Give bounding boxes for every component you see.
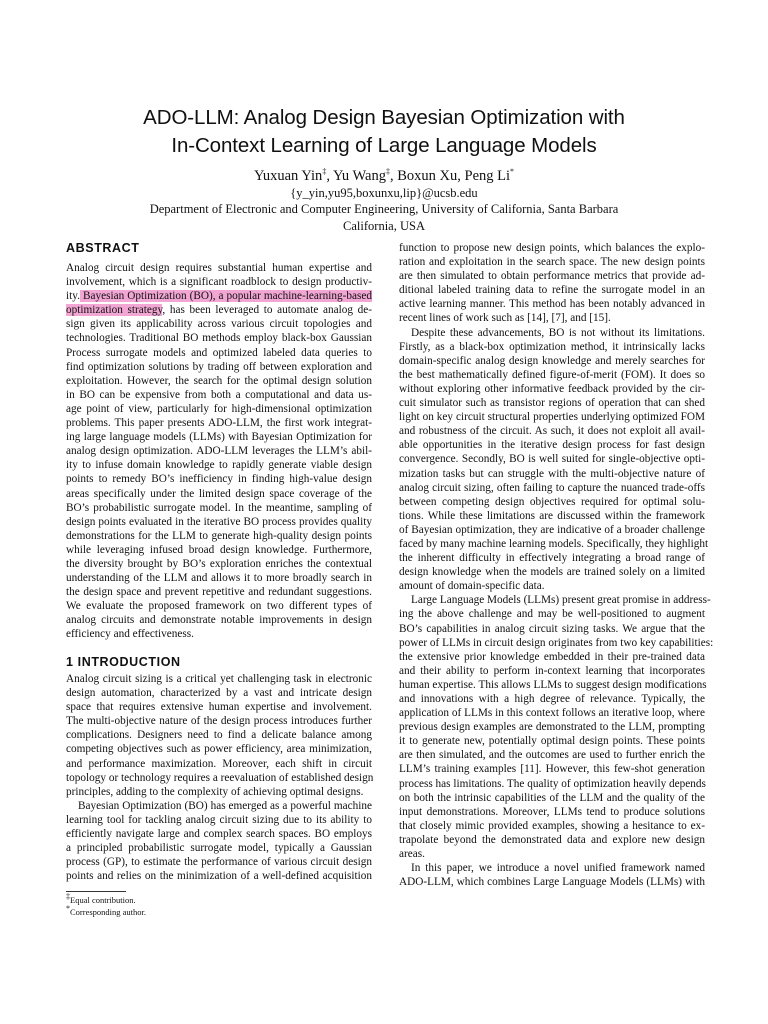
affiliation-line: California, USA	[343, 219, 425, 233]
text-line: areas specifically under the limited design space coverage of the	[66, 487, 372, 500]
text-line: light on key circuit structural properties underlying optimized FOM	[399, 411, 705, 424]
footnote-text: Corresponding author.	[70, 907, 147, 917]
highlighted-text: optimization strategy	[66, 304, 163, 317]
text-line: understanding of the LLM and allows it to more broadly search in	[66, 572, 372, 585]
text-line: design automation, characterized by a vast and intricate design	[66, 687, 372, 700]
footnote-text: Equal contribution.	[70, 895, 136, 905]
title-line-1: ADO-LLM: Analog Design Bayesian Optimization with	[143, 106, 625, 129]
text-line: between competing design objectives required for optimal solu-	[399, 495, 705, 508]
text-line: Analog circuit design requires substantial human expertise and	[66, 262, 372, 274]
text-line: Bayesian Optimization (BO) has emerged as a powerful machine	[78, 799, 372, 812]
text-line: function to propose new design points, which balances the explo-	[399, 242, 705, 254]
text-line: process (GP), to estimate the performance of various circuit design	[66, 856, 372, 869]
text-line: and robustness of the circuit. As such, it does not exploit all avail-	[399, 425, 705, 438]
text-line: input demonstrations. Moreover, LLMs tend to produce solutions	[399, 805, 705, 818]
author-mark: *	[510, 167, 515, 177]
text-line: demonstrations for the LLM to generate high-quality design points	[66, 529, 372, 542]
text-line: topology or technology requires a reevaluation of established design	[66, 771, 374, 784]
text-line: LLM’s training examples [11]. However, this few-shot generation	[399, 763, 705, 776]
text-line: points to remedy BO’s inefficiency in finding high-value design	[66, 473, 372, 486]
text-line: find optimization solutions by trading off between exploration and	[66, 360, 372, 373]
footnote-mark: *	[66, 904, 70, 914]
text-line: and performance maximization. Moreover, each shift in circuit	[66, 757, 372, 770]
text-line: The multi-objective nature of the design process introduces further	[66, 715, 372, 728]
abstract-body	[66, 261, 372, 642]
text-line: human expertise. This allows LLMs to suggest design modifications	[399, 678, 707, 691]
text-line: technologies. Traditional BO methods employ black-box Gaussian	[66, 332, 372, 345]
text-line: analog design optimization. ADO-LLM leverages the LLM’s abil-	[66, 445, 372, 458]
text-line: that closely mimic provided examples, showing a hesitance to ex-	[399, 819, 705, 832]
text-line: design knowledge when the models are trained solely on a limited	[399, 566, 705, 579]
text-line: design points evaluated in the iterative BO process provides quality	[66, 515, 372, 528]
text-line: age point of view, particularly for high-dimensional optimization	[66, 402, 372, 415]
text-line: In this paper, we introduce a novel unified framework named	[411, 862, 705, 875]
footnote-rule	[66, 891, 126, 892]
text-line: previous design examples are demonstrated to the LLM, prompting	[399, 721, 705, 734]
text-line: ditional labeled training data to refine the surrogate model in an	[399, 284, 705, 297]
text-line: exploitation. However, the search for the optimal design solution	[66, 374, 372, 387]
text-line: the best mathematically defined figure-of-merit (FOM). It does so	[399, 368, 705, 381]
introduction-body	[66, 672, 372, 883]
text-line: of Bayesian optimization, they are indicative of a broader challenge	[399, 523, 705, 536]
affiliation-line: Department of Electronic and Computer Engineering, University of California, Santa Barbara	[149, 202, 619, 216]
text-line: efficiency and effectiveness.	[66, 628, 194, 641]
text-line: the extensive prior knowledge embedded in their pre-trained data	[399, 650, 705, 663]
text-line: principles, adding to the complexity of achieving optimal designs.	[66, 785, 364, 798]
author-email: {y_yin,yu95,boxunxu,lip}@ucsb.edu	[290, 186, 478, 200]
author-name: Yuxuan Yin	[253, 168, 323, 184]
text-line: analog circuit sizing, often failing to capture the nuanced trade-offs	[399, 481, 705, 494]
text-line: Analog circuit sizing is a critical yet challenging task in electronic	[66, 673, 372, 685]
text-line: amount of domain-specific data.	[399, 580, 545, 593]
author-name: Boxun Xu	[397, 168, 458, 184]
text-line: ity to infuse domain knowledge to rapidly generate viable design	[66, 459, 372, 472]
text-line: power of LLMs in circuit design originates from two key capabilities:	[399, 636, 714, 649]
footnote	[66, 892, 136, 905]
text-line: active learning manner. This method has been notably advanced in	[399, 298, 705, 311]
text-line: tions. While these limitations are discussed within the framework	[399, 509, 705, 522]
text-line: complications. Designers need to find a delicate balance among	[66, 729, 372, 742]
text-line: a principled probabilistic surrogate model, typically a Gaussian	[66, 842, 372, 855]
text-line: optimization strategy, has been leveraged to automate analog de-	[66, 304, 372, 317]
text-line: BO’s probabilistic surrogate model. In the meantime, sampling of	[66, 501, 372, 514]
footnote	[66, 904, 147, 917]
text-line: the design space and prevent repetitive and redundant suggestions.	[66, 586, 372, 599]
text-line: Large Language Models (LLMs) present great promise in address-	[411, 594, 711, 607]
text-line: process has limitations. The quality of optimization heavily depends	[399, 777, 706, 790]
author-name: Yu Wang	[333, 168, 386, 184]
text-line: involvement, which is a significant roadblock to design productiv-	[66, 276, 372, 289]
affiliation	[60, 201, 708, 235]
text-line: ing the above challenge and may be well-positioned to augment	[399, 608, 705, 621]
text-line: We evaluate the proposed framework on two different types of	[66, 600, 372, 613]
text-line: while leveraging infused broad design knowledge. Furthermore,	[66, 543, 372, 556]
text-line: Process surrogate models and optimized labeled data queries to	[66, 346, 372, 359]
text-line: faced by many machine learning models. Specifically, they highlight	[399, 537, 709, 550]
text-line: and innovations with a high degree of relevance. Typically, the	[399, 693, 705, 705]
text-line: domain-specific analog design knowledge and merely searches for	[399, 354, 705, 367]
text-line: sign given its applicability across various circuit topologies and	[66, 318, 372, 331]
text-line: ing large language models (LLMs) with Bayesian Optimization for	[66, 431, 372, 444]
author-name: Peng Li	[464, 168, 511, 184]
author-list: Yuxuan Yin‡, Yu Wang‡, Boxun Xu, Peng Li*	[253, 167, 515, 184]
text-line: ity. Bayesian Optimization (BO), a popular machine-learning-based	[66, 290, 372, 303]
abstract-heading: ABSTRACT	[66, 241, 140, 255]
text-line: recent lines of work such as [14], [7], and [15].	[399, 312, 611, 325]
text-line: the inherent difficulty in effectively integrating a broad range of	[399, 552, 705, 565]
text-line: analog circuits and demonstrate notable improvements in design	[66, 614, 372, 627]
title-line-2: In-Context Learning of Large Language Models	[171, 134, 597, 157]
text-line: areas.	[399, 848, 425, 861]
introduction-heading: 1 INTRODUCTION	[66, 655, 181, 669]
author-mark: ‡	[322, 167, 327, 177]
text-line: able opportunities in the iterative design process for fast design	[399, 439, 705, 452]
highlighted-text: Bayesian Optimization (BO), a popular machine-learning-based	[79, 290, 372, 303]
paper-title	[60, 104, 708, 160]
text-line: it to generate new, potentially optimal design points. These points	[399, 735, 705, 748]
author-mark: ‡	[385, 167, 390, 177]
text-line: convergence. Secondly, BO is well suited for single-objective opti-	[399, 453, 705, 466]
text-line: trapolate beyond the demonstrated data and explore new design	[399, 833, 705, 846]
text-line: points and relies on the minimization of a well-defined acquisition	[66, 870, 372, 883]
text-line: problems. This paper presents ADO-LLM, the first work integrat-	[66, 417, 372, 430]
text-line: the diversity brought by BO’s exploration enriches the contextual	[66, 557, 372, 570]
text-line: mization tasks but can struggle with the multi-objective nature of	[399, 467, 705, 480]
text-line: space that requires extensive human expertise and involvement.	[66, 701, 372, 714]
text-line: Despite these advancements, BO is not without its limitations.	[411, 326, 705, 339]
text-line: ADO-LLM, which combines Large Language Models (LLMs) with	[399, 876, 705, 889]
footnote-mark: ‡	[66, 892, 70, 902]
text-line: are then simulated, and the outcomes are used to further enrich the	[399, 749, 705, 762]
text-line: BO’s capabilities in analog circuit sizing tasks. We argue that the	[399, 622, 705, 635]
text-line: without exploring other informative feedback provided by the cir-	[399, 382, 705, 395]
text-line: on both the intrinsic capabilities of the LLM and the quality of the	[399, 791, 705, 804]
text-line: Firstly, as a black-box optimization method, it intrinsically lacks	[399, 340, 705, 353]
text-line: ration and exploitation in the search space. The new design points	[399, 256, 705, 269]
text-line: are then simulated to obtain performance metrics that provide ad-	[399, 270, 705, 283]
text-line: cuit simulator such as transistor regions of operation that can shed	[399, 397, 705, 410]
text-line: in BO can be expensive from both a computational and data us-	[66, 388, 372, 401]
text-line: competing objectives such as power efficiency, area minimization,	[66, 743, 372, 756]
text-line: learning tool for tackling analog circuit sizing due to its ability to	[66, 813, 372, 826]
text-line: and their ability to perform in-context learning that incorporates	[399, 664, 705, 677]
text-line: application of LLMs in this context follows an iterative loop, where	[399, 707, 705, 720]
text-line: efficiently navigate large and complex search spaces. BO employs	[66, 828, 372, 841]
right-column-body	[399, 241, 714, 889]
